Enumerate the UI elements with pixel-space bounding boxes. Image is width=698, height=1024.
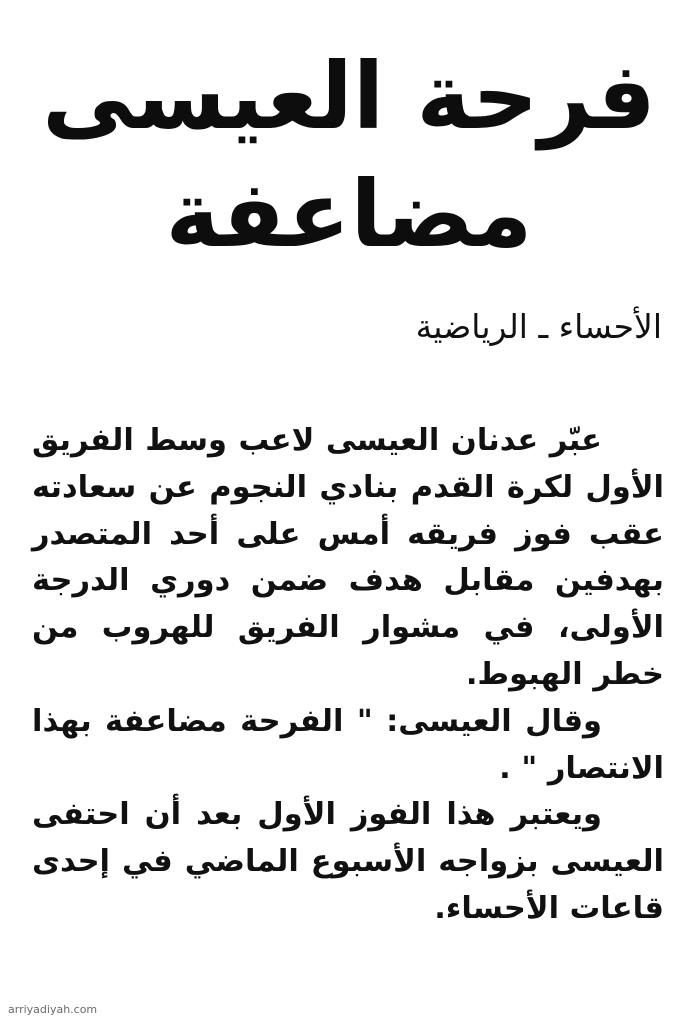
source-watermark: arriyadiyah.com (8, 1003, 98, 1016)
headline (40, 38, 658, 274)
byline: الأحساء ـ الرياضية (415, 307, 662, 346)
paragraph-2: وقال العيسى: " الفرحة مضاعفة بهذا الانتصار " . (32, 703, 664, 786)
paragraph-1: عبّر عدنان العيسى لاعب وسط الفريق الأول لكرة القدم بنادي النجوم عن سعادته عقب فوز فريقه أمس على أحد المتصدر بهدفين مقابل هدف ضمن دوري الدرجة الأولى، في مشوار الفريق للهروب من خطر الهبوط. (32, 423, 664, 692)
article-body (32, 418, 664, 933)
paragraph-3: ويعتبر هذا الفوز الأول بعد أن احتفى العيسى بزواجه الأسبوع الماضي في إحدى قاعات الأحساء. (32, 797, 664, 926)
headline-line-1: فرحة العيسى (42, 43, 656, 150)
headline-line-2: مضاعفة (165, 161, 533, 268)
